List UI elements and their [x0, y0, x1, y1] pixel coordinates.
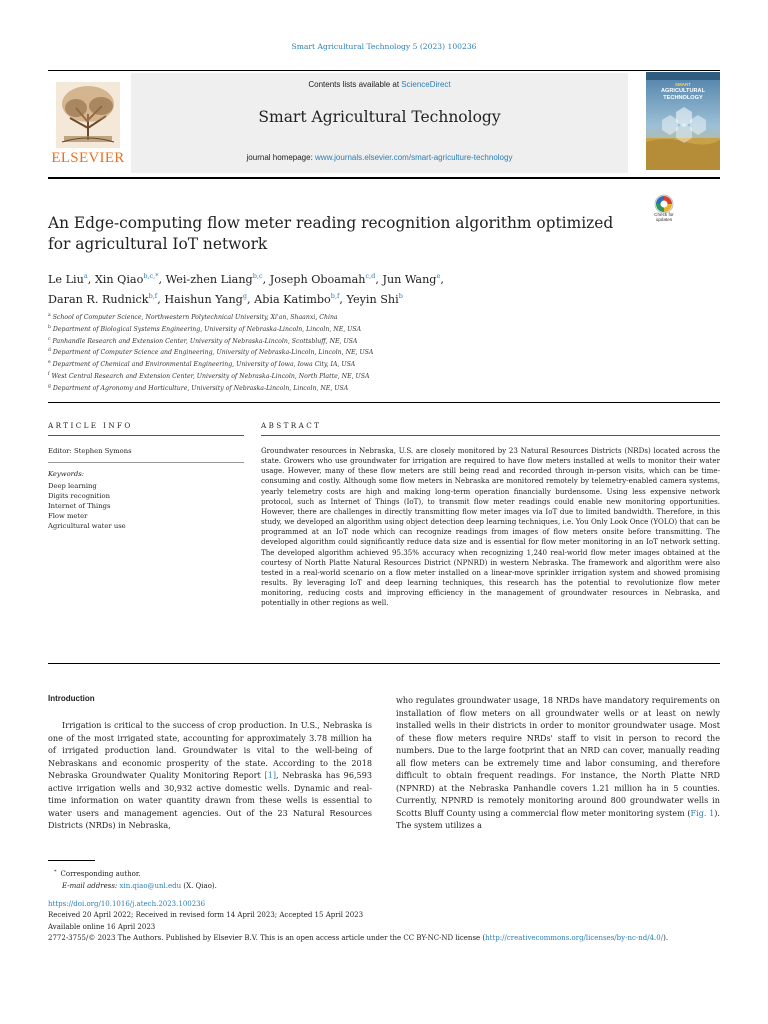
author-name: Yeyin Shi	[346, 293, 399, 306]
affiliation-text: Department of Chemical and Environmental Engineering, University of Iowa, Iowa City, IA, USA	[52, 361, 356, 369]
keyword-item: Deep learning	[48, 482, 97, 490]
running-header[interactable]: Smart Agricultural Technology 5 (2023) 100236	[291, 42, 477, 51]
intro-left-column	[48, 719, 372, 832]
footnote-rule	[48, 860, 95, 861]
affiliation-text: Panhandle Research and Extension Center, University of Nebraska-Lincoln, Scottsbluff, NE, USA	[52, 337, 358, 345]
asterisk-mark: *	[54, 869, 57, 875]
author-sep: ,	[157, 293, 165, 306]
affiliation-key: e	[48, 360, 51, 366]
article-info-heading-rule	[48, 435, 244, 436]
cover-title-3: TECHNOLOGY	[663, 95, 703, 101]
sciencedirect-link[interactable]: ScienceDirect	[401, 80, 451, 89]
intro-left-text-cont: , Nebraska has 96,593 active irrigation wells and 30,932 active domestic wells. Dynamic and real-time information on water quantity drawn from these wells is essential to water users and management agencies. Out of the 23 Natural Resources Districts (NRDs) in Nebraska,	[48, 770, 372, 830]
author-sep: ,	[262, 273, 270, 286]
affiliation-item	[48, 311, 648, 323]
masthead-top-rule	[48, 70, 720, 71]
keyword-item: Digits recognition	[48, 492, 110, 501]
available-online: Available online 16 April 2023	[48, 922, 156, 931]
editor-line: Editor: Stephen Symons	[48, 447, 132, 455]
journal-cover-image[interactable]	[646, 72, 720, 170]
cover-title-2: AGRICULTURAL	[660, 88, 706, 94]
affiliation-item	[48, 323, 648, 335]
footnotes	[54, 866, 217, 893]
abstract-heading-rule	[261, 435, 720, 436]
affiliation-text: Department of Biological Systems Engineering, University of Nebraska-Lincoln, Lincoln, NE, USA	[52, 325, 362, 333]
homepage-line	[131, 153, 628, 162]
journal-title: Smart Agricultural Technology	[258, 108, 501, 126]
author-sep: ,	[87, 273, 95, 286]
contents-line	[131, 80, 628, 89]
title-line-1: An Edge-computing flow meter reading recognition algorithm optimized	[48, 214, 614, 232]
author-affil-link[interactable]: a	[83, 272, 88, 280]
author-affil-link[interactable]: e	[436, 272, 441, 280]
cover-title-1: SMART	[675, 82, 691, 87]
keywords-list	[48, 481, 126, 531]
received-dates: Received 20 April 2022; Received in revised form 14 April 2023; Accepted 15 April 2023	[48, 911, 364, 920]
figure-link[interactable]: Fig. 1	[690, 807, 715, 818]
license-link[interactable]: http://creativecommons.org/licenses/by-nc-nd/4.0/	[485, 934, 664, 943]
author-name: Wei-zhen Liang	[165, 273, 253, 286]
affiliation-key: c	[48, 336, 51, 342]
author-affil-link[interactable]: b,f	[148, 292, 158, 300]
author-sep: ,	[375, 273, 383, 286]
affiliation-item	[48, 335, 648, 347]
author-name: Daran R. Rudnick	[48, 293, 149, 306]
title-line-2: for agricultural IoT network	[48, 235, 268, 253]
affiliation-key: d	[48, 348, 51, 354]
check-label-line2: updates	[655, 217, 673, 222]
affiliation-text: Department of Computer Science and Engineering, University of Nebraska-Lincoln, Lincoln, NE, USA	[52, 349, 374, 357]
author-affil-link[interactable]: b,c,*	[143, 272, 159, 280]
email-label: E-mail address:	[62, 882, 120, 891]
license-prefix: 2772-3755/© 2023 The Authors. Published by Elsevier B.V. This is an open access article under the CC BY-NC-ND license (	[48, 934, 486, 943]
check-for-updates-label[interactable]	[645, 212, 683, 222]
author-line-1	[48, 268, 648, 288]
intro-left-text: Irrigation is critical to the success of crop production. In U.S., Nebraska is one of the most irrigated state, accounting for approximately 3.78 million ha of irrigated production land. Groundwater is vital to the well-being of Nebraskans and economic prosperity of the state. According to the 2018 Nebraska Groundwater Quality Monitoring Report	[48, 720, 372, 780]
article-info-heading: ARTICLE INFO	[48, 421, 133, 430]
editor-rule	[48, 462, 244, 463]
doi-link[interactable]: https://doi.org/10.1016/j.atech.2023.100236	[48, 900, 206, 908]
license-statement	[48, 933, 720, 944]
license-suffix: ).	[663, 934, 669, 943]
affiliation-list	[48, 311, 648, 394]
affiliation-key: a	[48, 313, 51, 318]
author-affil-link[interactable]: b,f	[330, 292, 340, 300]
paper-title	[48, 213, 638, 255]
publication-info	[48, 899, 720, 945]
author-list	[48, 268, 648, 308]
corresponding-author-note	[54, 866, 217, 880]
homepage-prefix: journal homepage:	[246, 153, 316, 162]
email-note	[54, 880, 217, 892]
journal-homepage-link[interactable]: www.journals.elsevier.com/smart-agriculture-technology	[315, 153, 513, 162]
author-affil-link[interactable]: b	[398, 292, 403, 300]
affiliation-text: West Central Research and Extension Center, University of Nebraska-Lincoln, North Platte, NE, USA	[51, 372, 370, 380]
check-label-line1: Check for	[654, 212, 674, 217]
intro-right-column	[396, 694, 720, 832]
corresponding-text: Corresponding author.	[60, 870, 141, 878]
check-for-updates-icon[interactable]	[648, 194, 680, 228]
intro-right-text-cont: ). The system utilizes a	[396, 807, 720, 830]
author-name: Abia Katimbo	[254, 293, 331, 306]
abstract-bottom-rule	[48, 663, 720, 664]
masthead-bottom-rule	[48, 177, 720, 179]
affiliation-key: f	[48, 371, 50, 377]
keywords-title: Keywords:	[48, 470, 85, 478]
affiliation-item	[48, 346, 648, 358]
introduction-heading: Introduction	[48, 694, 95, 703]
author-name: Joseph Oboamah	[269, 273, 366, 286]
author-line-2	[48, 288, 648, 308]
affiliation-text: Department of Agronomy and Horticulture, University of Nebraska-Lincoln, Lincoln, NE, USA	[52, 384, 349, 392]
author-affil-link[interactable]: g	[242, 292, 247, 300]
affiliation-key: g	[48, 383, 51, 389]
author-sep: ,	[247, 293, 255, 306]
affiliation-key: b	[48, 324, 51, 330]
affiliation-item	[48, 358, 648, 370]
abstract-text: Groundwater resources in Nebraska, U.S. are closely monitored by 23 Natural Resources Districts (NRDs) located across the state. Growers who use groundwater for irrigation are required to have flow meters installed at wells to monitor their water usage. However, many of these flow meters are still being read and recorded through in-person visits, which can be time-consuming and costly. Although some flow meters in Nebraska are monitored remotely by telemetry-enabled camera systems, yearly telemetry costs are high and making long-term operation financially burdensome. Using less expensive network protocol, such as Internet of Things (IoT), to transmit flow meter readings could enable new monitoring opportunities. However, there are challenges in directly transmitting flow meter images via IoT due to limited bandwidth. Therefore, in this study, we developed an algorithm using object detection deep learning techniques, i.e. You Only Look Once (YOLO) that can be programmed at an IoT node which can recognize readings from images of flow meters onsite before transmitting. The developed algorithm could significantly reduce data size and is essential for flow meter monitoring in an IoT network setting. The developed algorithm achieved 95.35% accuracy when recognizing 1,240 real-world flow meter images obtained at the courtesy of North Platte Natural Resources District (NPNRD) in western Nebraska. The framework and algorithm were also tested in a real-world scenario on a flow meter installed on a linear-move sprinkler irrigation system and showed promising results. By leveraging IoT and deep learning techniques, this research has the potential to revolutionize flow meter monitoring, reducing costs and improving efficiency in the management of groundwater resources in Nebraska, and potentially in other regions as well.	[261, 446, 720, 608]
affiliation-item	[48, 370, 648, 382]
author-sep: ,	[440, 273, 444, 286]
affiliation-item	[48, 382, 648, 394]
author-name: Haishun Yang	[164, 293, 243, 306]
abstract-heading: ABSTRACT	[261, 421, 322, 430]
author-affil-link[interactable]: b,c	[252, 272, 263, 280]
author-name: Le Liu	[48, 273, 84, 286]
author-name: Jun Wang	[382, 273, 437, 286]
keyword-item: Flow meter	[48, 512, 88, 521]
author-sep: ,	[158, 273, 166, 286]
keyword-item: Agricultural water use	[48, 522, 126, 531]
email-link[interactable]: xin.qiao@unl.edu	[119, 882, 182, 891]
reference-link[interactable]: [1]	[264, 770, 277, 780]
keyword-item: Internet of Things	[48, 502, 111, 511]
author-name: Xin Qiao	[94, 273, 144, 286]
author-sep: ,	[339, 293, 347, 306]
author-affil-link[interactable]: c,d	[365, 272, 376, 280]
intro-right-text: who regulates groundwater usage, 18 NRDs have mandatory requirements on installation of flow meters on all groundwater wells or at least on newly installed wells in their districts in order to monitor groundwater usage. Most of these flow meters require NRDs' staff to visit in person to record the numbers. Due to the large footprint that an NRD can cover, manually reading all flow meters can be extremely time and labor consuming, and therefore difficult to obtain frequent readings. For instance, the North Platte NRD (NPNRD) at the Nebraska Panhandle covers 1.21 million ha in 5 counties. Currently, NPNRD is remotely monitoring around 800 groundwater wells in Scotts Bluff County using a commercial flow meter monitoring system (	[396, 695, 720, 818]
article-info-top-rule	[48, 402, 720, 403]
affiliation-text: School of Computer Science, Northwestern Polytechnical University, Xi'an, Shaanxi, China	[52, 314, 338, 321]
elsevier-wordmark: ELSEVIER	[51, 150, 125, 166]
email-suffix: (X. Qiao).	[181, 882, 217, 891]
contents-prefix: Contents lists available at	[308, 80, 402, 89]
